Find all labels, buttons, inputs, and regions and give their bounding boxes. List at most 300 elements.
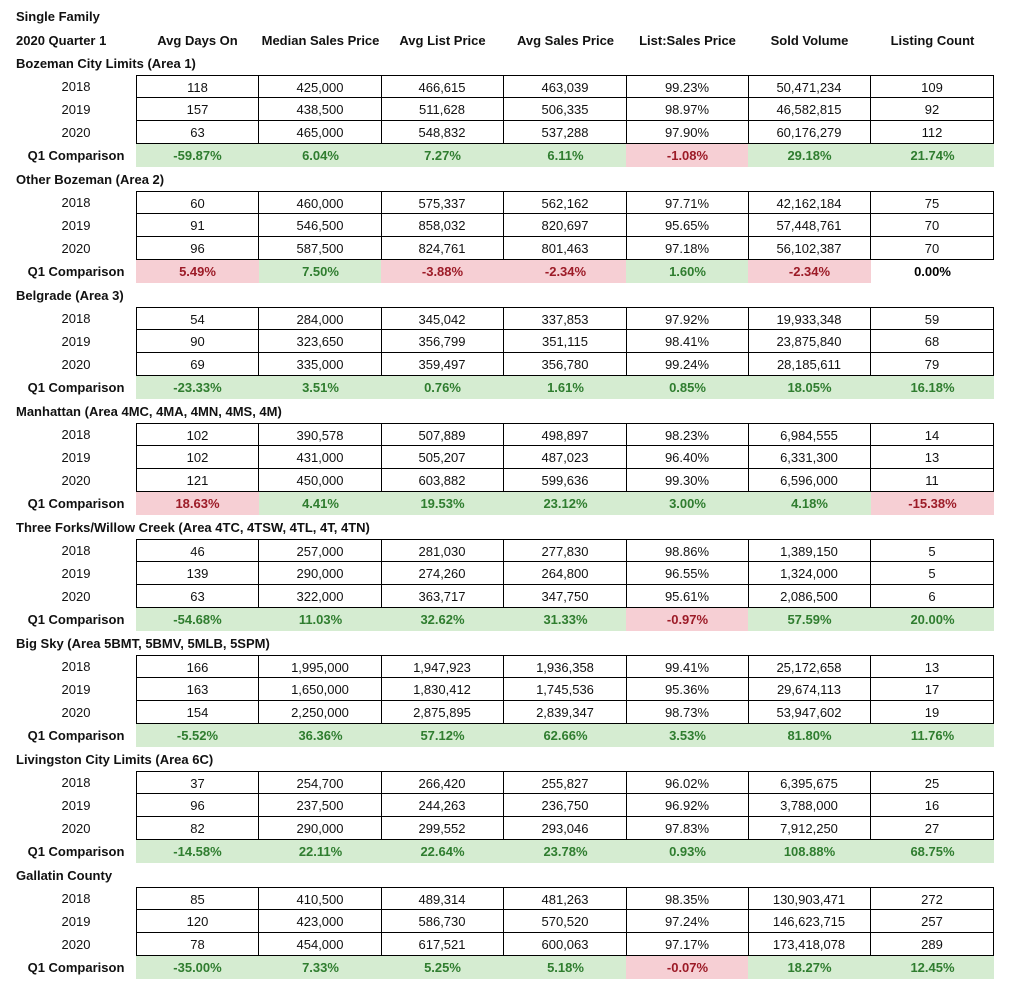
data-cell: 284,000 [259,307,382,330]
year-label: 2019 [61,334,91,349]
data-cell: 431,000 [259,446,382,469]
table-row [0,98,1024,121]
comparison-cell: 20.00% [871,608,994,631]
comparison-cell: 0.76% [381,376,504,399]
data-cell: 14 [871,423,994,446]
comparison-cell: 1.60% [626,260,749,283]
data-cell: 157 [136,98,259,121]
table-row [0,887,1024,910]
data-cell: 1,936,358 [504,655,627,678]
data-cell: 1,389,150 [748,539,871,562]
comparison-cell: -0.97% [626,608,749,631]
section-title-row [0,516,1024,539]
data-cell: 13 [871,446,994,469]
table-row [0,446,1024,469]
year-label: 2018 [61,659,91,674]
comparison-cell: 7.50% [259,260,382,283]
year-label: 2020 [61,705,91,720]
comparison-cell: 16.18% [871,376,994,399]
data-cell: 463,039 [504,75,627,98]
data-cell: 120 [136,910,259,933]
data-cell: 511,628 [381,98,504,121]
year-label: 2019 [61,218,91,233]
data-cell: 97.17% [626,933,749,956]
comparison-cell: -35.00% [136,956,259,979]
data-cell: 130,903,471 [748,887,871,910]
year-label: 2018 [61,79,91,94]
data-cell: 824,761 [381,237,504,260]
comparison-cell: 6.11% [504,144,627,167]
data-cell: 63 [136,121,259,144]
data-cell: 487,023 [504,446,627,469]
data-cell: 139 [136,562,259,585]
data-cell: 97.71% [626,191,749,214]
comparison-cell: 18.05% [748,376,871,399]
data-cell: 75 [871,191,994,214]
data-cell: 163 [136,678,259,701]
data-cell: 25,172,658 [748,655,871,678]
data-cell: 6,596,000 [748,469,871,492]
comparison-cell: -14.58% [136,840,259,863]
data-cell: 99.24% [626,353,749,376]
data-cell: 96 [136,237,259,260]
comparison-cell: 108.88% [748,840,871,863]
comparison-cell: 4.41% [259,492,382,515]
table-row [0,701,1024,724]
data-cell: 274,260 [381,562,504,585]
data-cell: 97.90% [626,121,749,144]
data-cell: 562,162 [504,191,627,214]
comparison-row [0,608,1024,631]
data-cell: 102 [136,446,259,469]
year-label: 2020 [61,937,91,952]
data-cell: 98.35% [626,887,749,910]
data-cell: 98.23% [626,423,749,446]
comparison-cell: -1.08% [626,144,749,167]
data-cell: 6,395,675 [748,771,871,794]
data-cell: 5 [871,539,994,562]
comparison-cell: 5.25% [381,956,504,979]
comparison-cell: 29.18% [748,144,871,167]
data-cell: 356,780 [504,353,627,376]
comparison-cell: -3.88% [381,260,504,283]
comparison-cell: 5.18% [504,956,627,979]
data-cell: 92 [871,98,994,121]
data-cell: 102 [136,423,259,446]
data-cell: 617,521 [381,933,504,956]
comparison-cell: -0.07% [626,956,749,979]
data-cell: 1,947,923 [381,655,504,678]
data-cell: 6 [871,585,994,608]
data-cell: 299,552 [381,817,504,840]
comparison-cell: 19.53% [381,492,504,515]
section-title-row [0,748,1024,771]
data-cell: 95.61% [626,585,749,608]
data-cell: 345,042 [381,307,504,330]
comparison-cell: 21.74% [871,144,994,167]
year-label: 2018 [61,195,91,210]
data-cell: 356,799 [381,330,504,353]
data-cell: 96.92% [626,794,749,817]
data-cell: 423,000 [259,910,382,933]
year-label: 2020 [61,357,91,372]
data-cell: 323,650 [259,330,382,353]
data-cell: 97.18% [626,237,749,260]
data-cell: 79 [871,353,994,376]
data-cell: 290,000 [259,562,382,585]
data-cell: 146,623,715 [748,910,871,933]
table-row [0,214,1024,237]
comparison-label: Q1 Comparison [27,844,125,859]
comparison-cell: 11.76% [871,724,994,747]
data-cell: 69 [136,353,259,376]
year-label: 2019 [61,914,91,929]
data-cell: 154 [136,701,259,724]
data-cell: 16 [871,794,994,817]
section-title: Belgrade (Area 3) [16,288,124,303]
data-cell: 63 [136,585,259,608]
data-cell: 78 [136,933,259,956]
data-cell: 347,750 [504,585,627,608]
comparison-cell: 3.00% [626,492,749,515]
year-label: 2018 [61,775,91,790]
data-cell: 337,853 [504,307,627,330]
year-label: 2020 [61,589,91,604]
table-row [0,423,1024,446]
comparison-cell: 22.64% [381,840,504,863]
data-cell: 2,250,000 [259,701,382,724]
data-cell: 489,314 [381,887,504,910]
year-label: 2019 [61,450,91,465]
section-title: Bozeman City Limits (Area 1) [16,56,196,71]
data-cell: 587,500 [259,237,382,260]
comparison-cell: 31.33% [504,608,627,631]
comparison-label: Q1 Comparison [27,380,125,395]
data-cell: 255,827 [504,771,627,794]
comparison-cell: 57.59% [748,608,871,631]
data-cell: 56,102,387 [748,237,871,260]
year-label: 2018 [61,427,91,442]
data-cell: 586,730 [381,910,504,933]
data-cell: 600,063 [504,933,627,956]
data-cell: 57,448,761 [748,214,871,237]
data-cell: 481,263 [504,887,627,910]
data-cell: 410,500 [259,887,382,910]
comparison-label: Q1 Comparison [27,148,125,163]
data-cell: 335,000 [259,353,382,376]
comparison-cell: -15.38% [871,492,994,515]
comparison-cell: -59.87% [136,144,259,167]
data-cell: 96.55% [626,562,749,585]
data-cell: 363,717 [381,585,504,608]
data-cell: 173,418,078 [748,933,871,956]
data-cell: 466,615 [381,75,504,98]
comparison-cell: 0.93% [626,840,749,863]
comparison-cell: 57.12% [381,724,504,747]
data-cell: 507,889 [381,423,504,446]
comparison-cell: 0.85% [626,376,749,399]
data-cell: 460,000 [259,191,382,214]
comparison-cell: 6.04% [259,144,382,167]
table-row [0,353,1024,376]
data-cell: 112 [871,121,994,144]
data-cell: 237,500 [259,794,382,817]
section-title-row [0,400,1024,423]
data-cell: 6,331,300 [748,446,871,469]
table-row [0,933,1024,956]
comparison-row [0,260,1024,283]
data-cell: 289 [871,933,994,956]
data-cell: 97.83% [626,817,749,840]
data-cell: 11 [871,469,994,492]
data-cell: 293,046 [504,817,627,840]
data-cell: 13 [871,655,994,678]
section-title: Livingston City Limits (Area 6C) [16,752,214,767]
column-header: Listing Count [890,33,975,48]
data-cell: 42,162,184 [748,191,871,214]
table-row [0,910,1024,933]
column-header: Avg Days On [157,33,238,48]
data-cell: 29,674,113 [748,678,871,701]
comparison-cell: 18.63% [136,492,259,515]
data-cell: 28,185,611 [748,353,871,376]
year-label: 2019 [61,566,91,581]
table-row [0,585,1024,608]
section-title: Manhattan (Area 4MC, 4MA, 4MN, 4MS, 4M) [16,404,282,419]
data-cell: 59 [871,307,994,330]
data-cell: 281,030 [381,539,504,562]
table-row [0,237,1024,260]
year-label: 2019 [61,102,91,117]
comparison-label: Q1 Comparison [27,960,125,975]
data-cell: 548,832 [381,121,504,144]
comparison-cell: -54.68% [136,608,259,631]
data-cell: 99.23% [626,75,749,98]
data-cell: 244,263 [381,794,504,817]
data-cell: 351,115 [504,330,627,353]
data-cell: 454,000 [259,933,382,956]
data-cell: 266,420 [381,771,504,794]
data-cell: 599,636 [504,469,627,492]
comparison-cell: 3.53% [626,724,749,747]
data-cell: 3,788,000 [748,794,871,817]
section-title-row [0,52,1024,75]
section-title-row [0,632,1024,655]
column-header: Sold Volume [770,33,849,48]
table-row [0,469,1024,492]
data-cell: 19,933,348 [748,307,871,330]
column-header: Median Sales Price [261,33,380,48]
data-cell: 1,324,000 [748,562,871,585]
comparison-cell: -2.34% [504,260,627,283]
data-cell: 858,032 [381,214,504,237]
data-cell: 23,875,840 [748,330,871,353]
data-cell: 98.97% [626,98,749,121]
data-cell: 60 [136,191,259,214]
data-cell: 25 [871,771,994,794]
data-cell: 97.24% [626,910,749,933]
comparison-label: Q1 Comparison [27,264,125,279]
comparison-row [0,492,1024,515]
comparison-row [0,724,1024,747]
data-cell: 95.36% [626,678,749,701]
data-cell: 1,995,000 [259,655,382,678]
year-label: 2020 [61,125,91,140]
data-cell: 98.86% [626,539,749,562]
comparison-cell: 1.61% [504,376,627,399]
table-row [0,771,1024,794]
data-cell: 820,697 [504,214,627,237]
data-cell: 546,500 [259,214,382,237]
data-cell: 96.40% [626,446,749,469]
table-row [0,655,1024,678]
data-cell: 506,335 [504,98,627,121]
comparison-cell: 23.12% [504,492,627,515]
comparison-cell: 62.66% [504,724,627,747]
year-label: 2019 [61,682,91,697]
data-cell: 425,000 [259,75,382,98]
comparison-cell: -23.33% [136,376,259,399]
comparison-cell: 36.36% [259,724,382,747]
column-header: Avg Sales Price [516,33,615,48]
comparison-label: Q1 Comparison [27,496,125,511]
section-title: Big Sky (Area 5BMT, 5BMV, 5MLB, 5SPM) [16,636,270,651]
data-cell: 90 [136,330,259,353]
data-cell: 257,000 [259,539,382,562]
data-cell: 27 [871,817,994,840]
section-title-row [0,168,1024,191]
data-cell: 1,745,536 [504,678,627,701]
data-cell: 166 [136,655,259,678]
data-cell: 96.02% [626,771,749,794]
data-cell: 121 [136,469,259,492]
comparison-cell: 32.62% [381,608,504,631]
comparison-cell: -5.52% [136,724,259,747]
table-row [0,562,1024,585]
data-cell: 53,947,602 [748,701,871,724]
year-label: 2018 [61,311,91,326]
data-cell: 50,471,234 [748,75,871,98]
data-cell: 70 [871,237,994,260]
comparison-cell: 11.03% [259,608,382,631]
comparison-cell: 0.00% [914,264,951,279]
data-cell: 60,176,279 [748,121,871,144]
section-title-row [0,284,1024,307]
data-cell: 91 [136,214,259,237]
data-cell: 70 [871,214,994,237]
comparison-row [0,840,1024,863]
data-cell: 570,520 [504,910,627,933]
year-label: 2019 [61,798,91,813]
period-label: 2020 Quarter 1 [16,33,107,48]
comparison-cell: 3.51% [259,376,382,399]
data-cell: 438,500 [259,98,382,121]
data-cell: 118 [136,75,259,98]
table-row [0,191,1024,214]
data-cell: 98.73% [626,701,749,724]
section-title: Gallatin County [16,868,113,883]
year-label: 2018 [61,543,91,558]
data-cell: 236,750 [504,794,627,817]
comparison-cell: -2.34% [748,260,871,283]
property-type-title: Single Family [16,9,100,24]
data-cell: 37 [136,771,259,794]
section-title: Other Bozeman (Area 2) [16,172,165,187]
data-cell: 575,337 [381,191,504,214]
data-cell: 2,086,500 [748,585,871,608]
data-cell: 99.41% [626,655,749,678]
data-cell: 68 [871,330,994,353]
year-label: 2020 [61,473,91,488]
comparison-cell: 18.27% [748,956,871,979]
table-row [0,121,1024,144]
comparison-cell: 4.18% [748,492,871,515]
data-cell: 498,897 [504,423,627,446]
section-title: Three Forks/Willow Creek (Area 4TC, 4TSW, 4TL, 4T, 4TN) [16,520,370,535]
data-cell: 17 [871,678,994,701]
data-cell: 85 [136,887,259,910]
data-cell: 5 [871,562,994,585]
data-cell: 109 [871,75,994,98]
data-cell: 505,207 [381,446,504,469]
comparison-cell: 7.27% [381,144,504,167]
data-cell: 603,882 [381,469,504,492]
table-row [0,678,1024,701]
data-cell: 46,582,815 [748,98,871,121]
data-cell: 264,800 [504,562,627,585]
title-row [0,5,1024,28]
section-title-row [0,864,1024,887]
data-cell: 450,000 [259,469,382,492]
data-cell: 272 [871,887,994,910]
data-cell: 1,650,000 [259,678,382,701]
comparison-row [0,956,1024,979]
comparison-label: Q1 Comparison [27,612,125,627]
data-cell: 82 [136,817,259,840]
year-label: 2018 [61,891,91,906]
comparison-row [0,376,1024,399]
comparison-cell: 81.80% [748,724,871,747]
year-label: 2020 [61,821,91,836]
comparison-label: Q1 Comparison [27,728,125,743]
data-cell: 277,830 [504,539,627,562]
data-cell: 390,578 [259,423,382,446]
data-cell: 46 [136,539,259,562]
data-cell: 2,875,895 [381,701,504,724]
data-cell: 254,700 [259,771,382,794]
table-row [0,794,1024,817]
data-cell: 322,000 [259,585,382,608]
data-cell: 99.30% [626,469,749,492]
data-cell: 19 [871,701,994,724]
table-row [0,307,1024,330]
data-cell: 7,912,250 [748,817,871,840]
data-cell: 97.92% [626,307,749,330]
comparison-cell: 5.49% [136,260,259,283]
data-cell: 537,288 [504,121,627,144]
data-cell: 465,000 [259,121,382,144]
data-cell: 6,984,555 [748,423,871,446]
data-cell: 290,000 [259,817,382,840]
table-row [0,330,1024,353]
column-header: List:Sales Price [639,33,736,48]
comparison-cell: 22.11% [259,840,382,863]
data-cell: 359,497 [381,353,504,376]
comparison-cell: 68.75% [871,840,994,863]
data-cell: 54 [136,307,259,330]
year-label: 2020 [61,241,91,256]
data-cell: 98.41% [626,330,749,353]
